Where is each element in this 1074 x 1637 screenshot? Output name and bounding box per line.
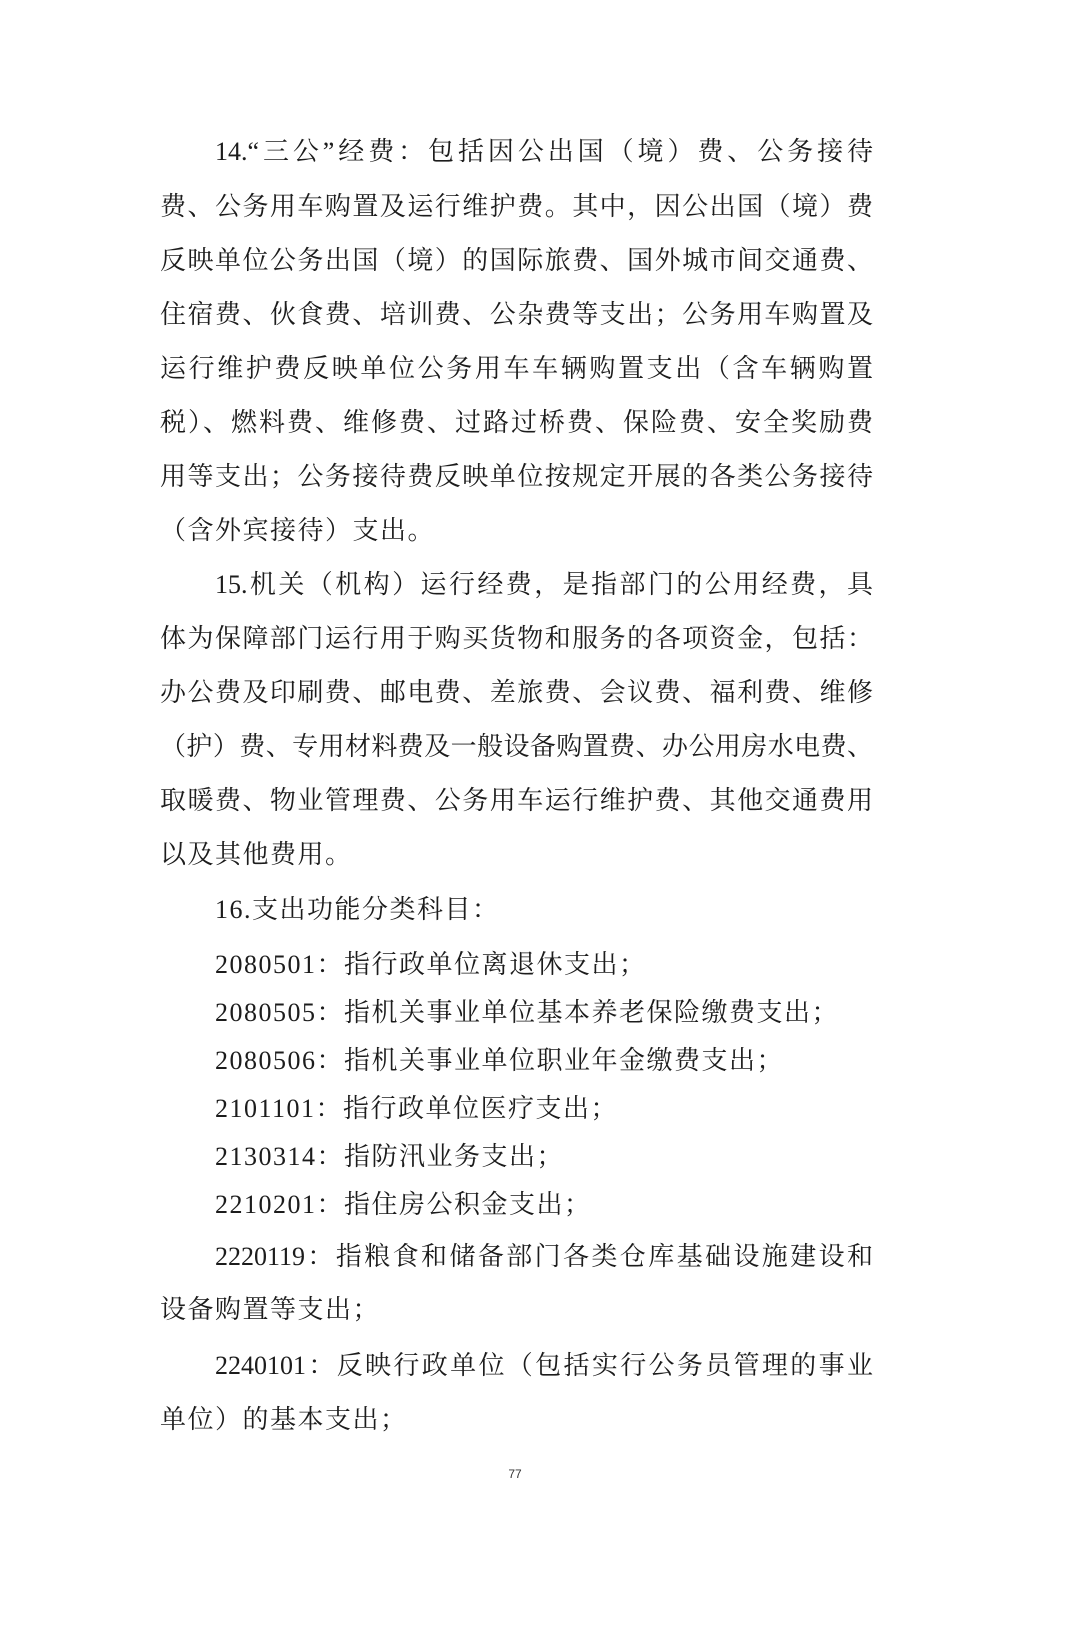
paragraph-line: 反映单位公务出国（境）的国际旅费、国外城市间交通费、 (160, 246, 873, 275)
expense-code-item: 2080501：指行政单位离退休支出； (215, 950, 647, 979)
paragraph-line: 15.机关（机构）运行经费，是指部门的公用经费，具 (215, 570, 873, 599)
paragraph-line: 2220119：指粮食和储备部门各类仓库基础设施建设和 (215, 1242, 873, 1271)
paragraph-line: （护）费、专用材料费及一般设备购置费、办公用房水电费、 (160, 732, 873, 761)
paragraph-line: 办公费及印刷费、邮电费、差旅费、会议费、福利费、维修 (160, 678, 873, 707)
page-number: 77 (508, 1467, 522, 1481)
expense-code-item: 2101101：指行政单位医疗支出； (215, 1094, 619, 1123)
paragraph-line: 取暖费、物业管理费、公务用车运行维护费、其他交通费用 (160, 786, 873, 815)
paragraph-line: 用等支出；公务接待费反映单位按规定开展的各类公务接待 (160, 462, 873, 491)
paragraph-line: 费、公务用车购置及运行维护费。其中，因公出国（境）费 (160, 192, 873, 221)
paragraph-line: 税）、燃料费、维修费、过路过桥费、保险费、安全奖励费 (160, 408, 873, 437)
paragraph-line: 单位）的基本支出； (160, 1405, 408, 1434)
paragraph-line: 住宿费、伙食费、培训费、公杂费等支出；公务用车购置及 (160, 300, 873, 329)
expense-code-item: 2080506：指机关事业单位职业年金缴费支出； (215, 1046, 785, 1075)
expense-code-item: 2210201：指住房公积金支出； (215, 1190, 592, 1219)
expense-code-item: 2130314：指防汛业务支出； (215, 1142, 565, 1171)
paragraph-line: （含外宾接待）支出。 (160, 516, 436, 545)
paragraph-line: 2240101：反映行政单位（包括实行公务员管理的事业 (215, 1351, 873, 1380)
paragraph-line: 运行维护费反映单位公务用车车辆购置支出（含车辆购置 (160, 354, 873, 383)
paragraph-line: 设备购置等支出； (160, 1295, 381, 1324)
section-heading: 16.支出功能分类科目： (215, 895, 500, 924)
paragraph-line: 以及其他费用。 (160, 840, 353, 869)
paragraph-line: 14.“三公”经费：包括因公出国（境）费、公务接待 (215, 137, 873, 166)
expense-code-item: 2080505：指机关事业单位基本养老保险缴费支出； (215, 998, 840, 1027)
paragraph-line: 体为保障部门运行用于购买货物和服务的各项资金，包括： (160, 624, 873, 653)
